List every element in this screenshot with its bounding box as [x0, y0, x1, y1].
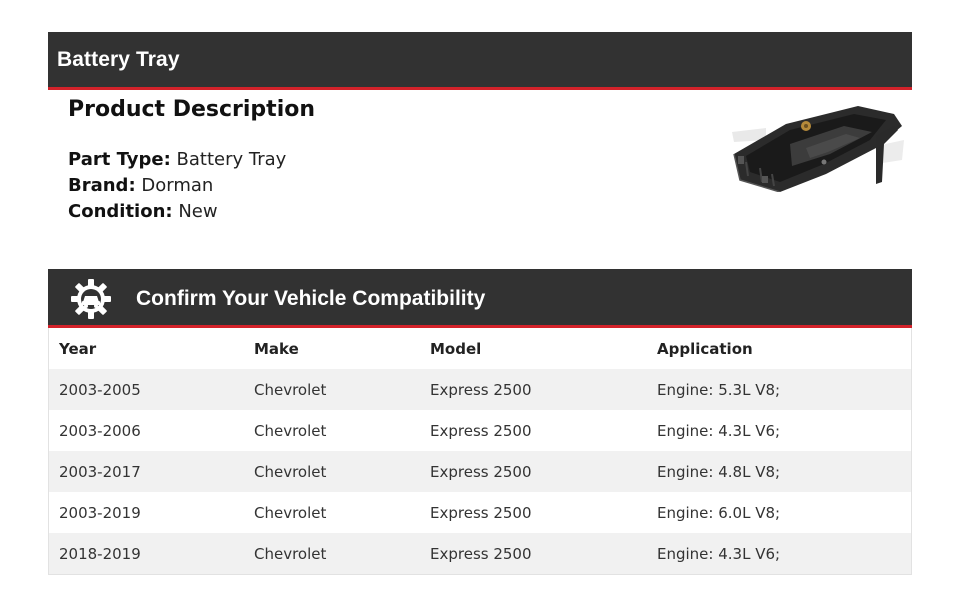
field-key: Brand: — [68, 175, 136, 196]
cell-make: Chevrolet — [254, 380, 327, 399]
table-row — [49, 410, 911, 451]
column-header-make: Make — [254, 339, 299, 358]
cell-model: Express 2500 — [430, 462, 532, 481]
compatibility-table — [48, 328, 912, 575]
cell-year: 2003-2017 — [59, 462, 141, 481]
cell-year: 2003-2019 — [59, 503, 141, 522]
cell-year: 2003-2006 — [59, 421, 141, 440]
table-row — [49, 533, 911, 574]
field-brand — [68, 173, 688, 199]
product-image — [726, 96, 908, 192]
field-key: Part Type: — [68, 149, 171, 170]
field-value: Dorman — [141, 175, 214, 196]
cell-make: Chevrolet — [254, 462, 327, 481]
page-title: Battery Tray — [57, 47, 180, 71]
column-header-model: Model — [430, 339, 482, 358]
cell-model: Express 2500 — [430, 380, 532, 399]
cell-year: 2003-2005 — [59, 380, 141, 399]
table-row — [49, 492, 911, 533]
field-part-type — [68, 147, 688, 173]
cell-application: Engine: 4.8L V8; — [657, 462, 781, 481]
cell-make: Chevrolet — [254, 503, 327, 522]
cell-application: Engine: 5.3L V8; — [657, 380, 781, 399]
title-bar — [48, 32, 912, 90]
field-value: Battery Tray — [176, 149, 287, 170]
cell-model: Express 2500 — [430, 503, 532, 522]
compatibility-bar — [48, 269, 912, 328]
table-header-row — [49, 328, 911, 369]
cell-application: Engine: 6.0L V8; — [657, 503, 781, 522]
field-condition — [68, 199, 688, 225]
compatibility-heading: Confirm Your Vehicle Compatibility — [136, 287, 486, 310]
cell-application: Engine: 4.3L V6; — [657, 421, 781, 440]
product-description — [68, 97, 688, 225]
description-heading: Product Description — [68, 97, 316, 122]
table-row — [49, 451, 911, 492]
column-header-application: Application — [657, 339, 753, 358]
cell-year: 2018-2019 — [59, 544, 141, 563]
gear-car-icon — [70, 278, 112, 320]
cell-application: Engine: 4.3L V6; — [657, 544, 781, 563]
field-value: New — [178, 201, 218, 222]
table-row — [49, 369, 911, 410]
cell-make: Chevrolet — [254, 544, 327, 563]
cell-make: Chevrolet — [254, 421, 327, 440]
cell-model: Express 2500 — [430, 421, 532, 440]
field-key: Condition: — [68, 201, 173, 222]
cell-model: Express 2500 — [430, 544, 532, 563]
column-header-year: Year — [59, 339, 97, 358]
